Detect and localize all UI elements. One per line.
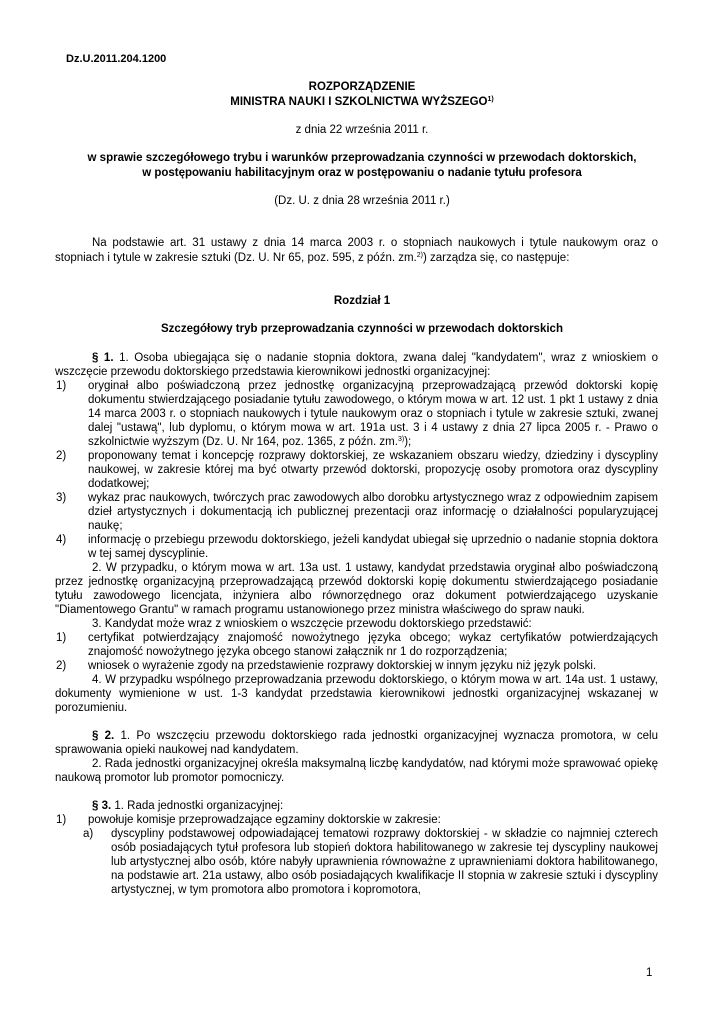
page-number: 1 [646, 967, 653, 979]
list-item: 1) certyfikat potwierdzający znajomość nowożytnego języka obcego; wykaz certyfikatów potwierdzających znajomość nowożytnego języka obcego stanowi załącznik nr 1 do rozporządzenia; [56, 632, 658, 658]
section-3-paragraph-1: § 3. 1. Rada jednostki organizacyjnej: [92, 800, 284, 812]
section-2-paragraph-1: § 2. 1. Po wszczęciu przewodu doktorskiego rada jednostki organizacyjnej wyznacza promotora, w celu sprawowania opieki naukowej nad kandydatem. [55, 730, 659, 756]
list-item: 3) wykaz prac naukowych, twórczych prac zawodowych albo dorobku artystycznego wraz z odpowiednim zapisem dzieł artystycznych i dokumentacją ich publicznej prezentacji oraz informację o działalności popularyzującej naukę; [56, 492, 658, 532]
list-item: 2) proponowany temat i koncepcję rozprawy doktorskiej, ze wskazaniem obszaru wiedzy, dziedziny i dyscypliny naukowej, w zakresie której ma być otwarty przewód doktorski, propozycję osoby promotora oraz dyscypliny dodatkowej; [56, 450, 658, 490]
section-1-paragraph-4: 4. W przypadku wspólnego przeprowadzania przewodu doktorskiego, o którym mowa w art. 14a ust. 1 ustawy, dokumenty wymienione w ust. 1-3 kandydat przedstawia kierownikowi jednostki organizacyjnej wskazanej w porozumieniu. [55, 674, 658, 714]
regulation-title: ROZPORZĄDZENIE [308, 81, 416, 93]
regulation-body [55, 351, 658, 897]
section-1-paragraph-3: 3. Kandydat może wraz z wnioskiem o wszczęcie przewodu doktorskiego przedstawić: [92, 618, 532, 630]
list-item: 1) oryginał albo poświadczoną przez jednostkę organizacyjną przeprowadzającą przewód doktorski kopię dokumentu stwierdzającego posiadanie tytułu zawodowego, o którym mowa w art. 12 ust. 1 pkt 1 ustawy z dnia 14 marca 2003 r. o stopniach naukowych i tytule naukowym oraz o stopniach i tytule w zakresie sztuki, zwanej dalej "ustawą", lub dyplomu, o którym mowa w art. 191a ust. 3 i 4 ustawy z dnia 27 lipca 2005 r. - Prawo o szkolnictwie wyższym (Dz. U. Nr 164, poz. 1365, z późn. zm.$^{3)}$); [56, 380, 658, 448]
regulation-subject-line1: w sprawie szczegółowego trybu i warunków przeprowadzania czynności w przewodach doktorskich, [87, 152, 637, 164]
issuing-minister: MINISTRA NAUKI I SZKOLNICTWA WYŻSZEGO$^{1)}$ [230, 96, 494, 108]
journal-reference: Dz.U.2011.204.1200 [66, 53, 167, 65]
list-item: 1) powołuje komisje przeprowadzające egzaminy doktorskie w zakresie: [56, 814, 441, 826]
sub-list-item: a) dyscypliny podstawowej odpowiadającej tematowi rozprawy doktorskiej - w składzie co najmniej czterech osób posiadających tytuł profesora lub stopień doktora habilitowanego w zakresie tej dyscypliny naukowej lub artystycznej albo osób, które nabyły uprawnienia równoważne z uprawnieniami doktora habilitowanego, na podstawie art. 21a ustawy, albo osób posiadających kwalifikacje II stopnia w zakresie sztuki i dyscypliny artystycznej, w tym promotora albo promotora i kopromotora, [83, 828, 658, 896]
list-item: 2) wniosek o wyrażenie zgody na przedstawienie rozprawy doktorskiej w innym języku niż język polski. [56, 660, 597, 672]
footnote-marker: 1) [487, 96, 494, 103]
section-1-paragraph-1: § 1. 1. Osoba ubiegająca się o nadanie stopnia doktora, zwana dalej "kandydatem", wraz z wnioskiem o wszczęcie przewodu doktorskiego przedstawia kierownikowi jednostki organizacyjnej: [55, 352, 658, 378]
list-item: 4) informację o przebiegu przewodu doktorskiego, jeżeli kandydat ubiegał się uprzednio o nadanie stopnia doktora w tej samej dyscyplinie. [56, 534, 658, 560]
preamble: Na podstawie art. 31 ustawy z dnia 14 marca 2003 r. o stopniach naukowych i tytule naukowym oraz o stopniach i tytule w zakresie sztuki (Dz. U. Nr 65, poz. 595, z późn. zm.$^{2)}$) zarządza się, co następuje: [55, 237, 658, 264]
section-1-paragraph-2: 2. W przypadku, o którym mowa w art. 13a ust. 1 ustawy, kandydat przedstawia oryginał albo poświadczoną przez jednostkę organizacyjną przeprowadzającą przewód doktorski kopię dokumentu stwierdzającego posiadanie tytułu zawodowego licencjata, inżyniera albo równorzędnego oraz dokument potwierdzającego uzyskanie "Diamentowego Grantu" w ramach programu ustanowionego przez ministra właściwego do spraw nauki. [55, 562, 658, 616]
chapter-title: Szczegółowy tryb przeprowadzania czynności w przewodach doktorskich [161, 323, 563, 335]
publication-info: (Dz. U. z dnia 28 września 2011 r.) [274, 195, 450, 207]
section-2-paragraph-2: 2. Rada jednostki organizacyjnej określa maksymalną liczbę kandydatów, nad którymi może sprawować opiekę naukową promotor lub promotor pomocniczy. [55, 758, 658, 784]
regulation-subject-line2: w postępowaniu habilitacyjnym oraz w postępowaniu o nadanie tytułu profesora [142, 167, 582, 179]
footnote-marker: 2) [416, 252, 423, 259]
regulation-date: z dnia 22 września 2011 r. [295, 124, 429, 136]
chapter-label: Rozdział 1 [333, 295, 391, 307]
